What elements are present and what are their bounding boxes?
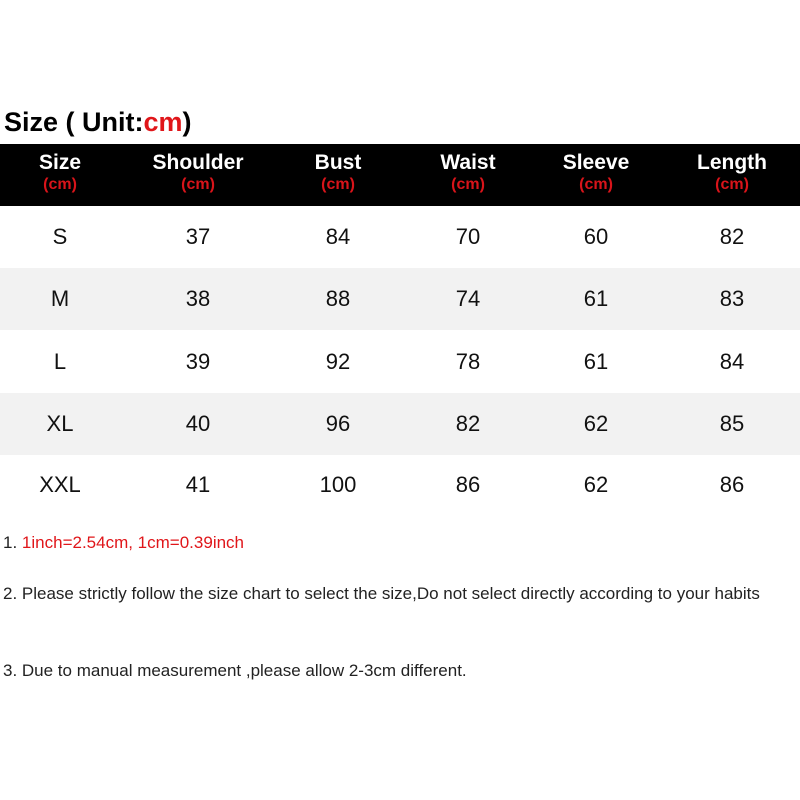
cell-shoulder: 41 <box>185 472 211 497</box>
table-row <box>0 393 800 455</box>
cell-shoulder: 38 <box>185 286 211 311</box>
header-unit: (cm) <box>715 176 749 193</box>
cell-size: XXL <box>39 472 81 497</box>
header-sleeve <box>526 144 666 206</box>
table-row <box>0 454 800 516</box>
cell-waist: 82 <box>455 411 481 436</box>
note-conversion <box>3 531 798 555</box>
cell-length: 83 <box>719 286 745 311</box>
cell-sleeve: 62 <box>583 411 609 436</box>
cell-sleeve: 60 <box>583 224 609 249</box>
cell-waist: 86 <box>455 472 481 497</box>
header-label: Length <box>697 151 767 174</box>
header-unit: (cm) <box>451 176 485 193</box>
table-row <box>0 206 800 268</box>
cell-sleeve: 61 <box>583 349 609 374</box>
cell-bust: 88 <box>325 286 351 311</box>
cell-bust: 92 <box>325 349 351 374</box>
cell-length: 86 <box>719 472 745 497</box>
note-size-chart: 2. Please strictly follow the size chart to select the size,Do not select directly according to your habits <box>3 584 760 603</box>
title-prefix: Size ( Unit: <box>4 107 144 137</box>
page-title <box>4 104 192 140</box>
cell-length: 82 <box>719 224 745 249</box>
cell-size: M <box>50 286 70 311</box>
header-label: Waist <box>440 151 496 174</box>
header-waist <box>398 144 538 206</box>
cell-waist: 74 <box>455 286 481 311</box>
cell-shoulder: 39 <box>185 349 211 374</box>
cell-bust: 96 <box>325 411 351 436</box>
cell-sleeve: 61 <box>583 286 609 311</box>
note-measurement: 3. Due to manual measurement ,please allow 2-3cm different. <box>3 661 467 680</box>
cell-length: 85 <box>719 411 745 436</box>
header-label: Sleeve <box>562 151 630 174</box>
cell-bust: 100 <box>319 472 357 497</box>
cell-bust: 84 <box>325 224 351 249</box>
cell-waist: 70 <box>455 224 481 249</box>
title-unit: cm <box>143 107 183 137</box>
header-unit: (cm) <box>181 176 215 193</box>
cell-shoulder: 40 <box>185 411 211 436</box>
header-unit: (cm) <box>43 176 77 193</box>
cell-size: XL <box>46 411 74 436</box>
header-label: Size <box>38 151 82 174</box>
table-row <box>0 331 800 393</box>
table-header <box>0 144 800 206</box>
header-unit: (cm) <box>321 176 355 193</box>
table-row <box>0 268 800 330</box>
header-shoulder <box>128 144 268 206</box>
note-conversion-text: 1inch=2.54cm, 1cm=0.39inch <box>21 533 245 552</box>
cell-size: L <box>53 349 67 374</box>
cell-size: S <box>52 224 68 249</box>
title-suffix: ) <box>182 107 192 137</box>
header-unit: (cm) <box>579 176 613 193</box>
header-label: Bust <box>314 151 362 174</box>
header-label: Shoulder <box>152 151 244 174</box>
cell-shoulder: 37 <box>185 224 211 249</box>
cell-waist: 78 <box>455 349 481 374</box>
cell-length: 84 <box>719 349 745 374</box>
header-length <box>662 144 800 206</box>
note-number: 1. <box>3 533 18 552</box>
cell-sleeve: 62 <box>583 472 609 497</box>
header-bust <box>268 144 408 206</box>
header-size <box>0 144 120 206</box>
